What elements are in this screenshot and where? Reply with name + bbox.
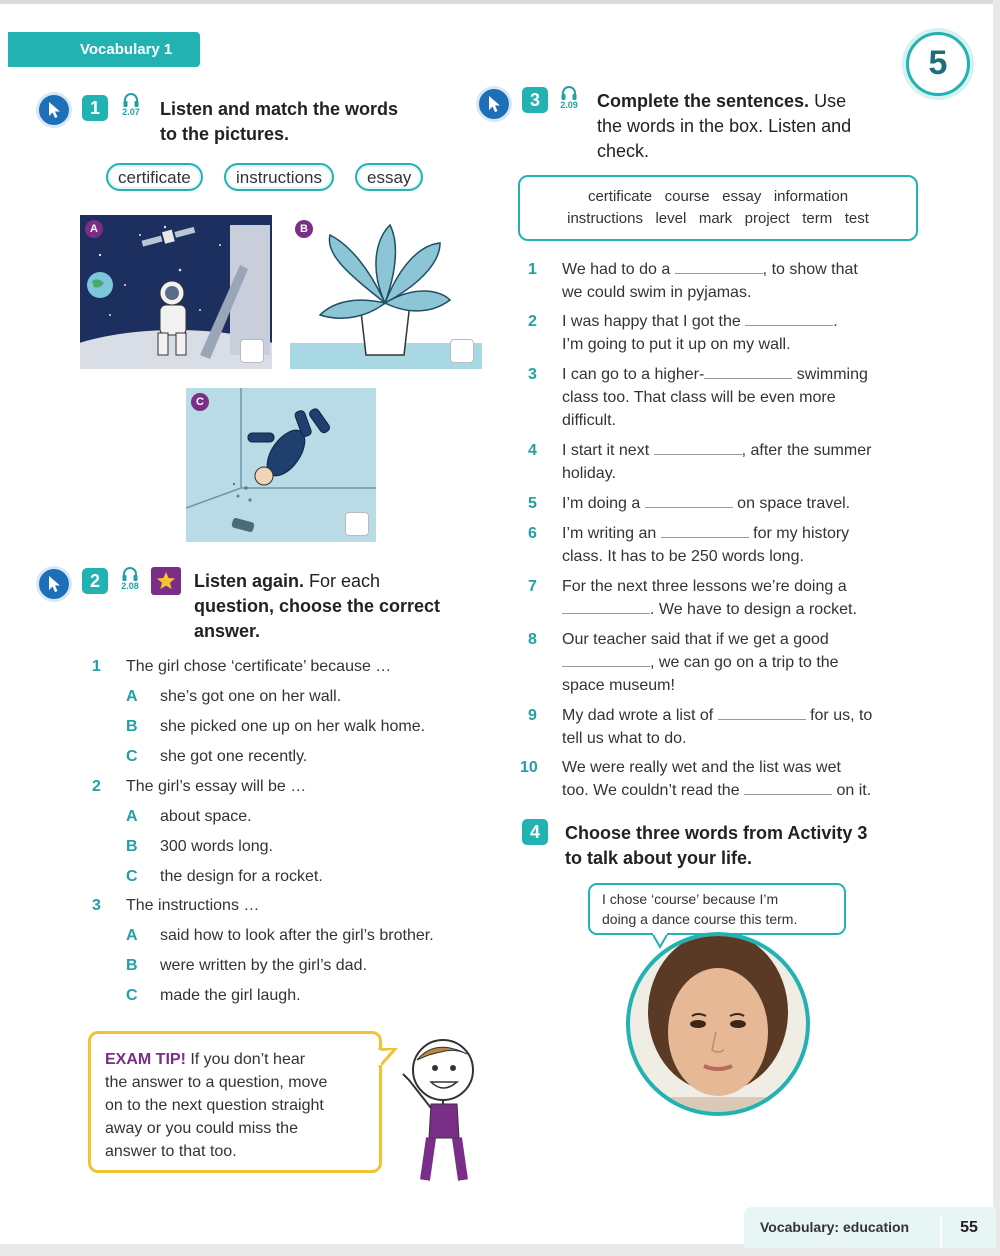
sentence-number: 9 <box>528 707 537 724</box>
speech-line2: doing a dance course this term. <box>602 911 798 927</box>
sentence-text: on it. <box>832 782 872 799</box>
option-letter: A <box>126 688 138 705</box>
audio-track-number: 2.08 <box>121 581 139 591</box>
sentence-text: holiday. <box>562 465 616 482</box>
answer-blank[interactable] <box>744 779 832 795</box>
option-text: about space. <box>160 808 252 825</box>
speech-bubble <box>588 883 846 935</box>
activity-2-heading <box>194 569 440 644</box>
option-letter: A <box>126 927 138 944</box>
question-number: 2 <box>92 778 101 795</box>
headphones-icon <box>560 85 578 101</box>
activity-3-heading-rest: Use <box>809 91 847 111</box>
option-text: 300 words long. <box>160 838 273 855</box>
sentence-text: on space travel. <box>732 495 851 512</box>
sentence-number: 2 <box>528 313 537 330</box>
exam-tip-line1: If you don’t hear <box>185 1051 306 1068</box>
sentence-text: I’m writing an <box>562 525 661 542</box>
sentence-text: My dad wrote a list of <box>562 707 718 724</box>
sentence-text: too. We couldn’t read the <box>562 782 745 799</box>
sentence-text: We were really wet and the list was wet <box>562 759 841 776</box>
exam-tip-line3: on to the next question straight <box>105 1097 324 1114</box>
cursor-icon <box>46 101 62 119</box>
sentence-number: 4 <box>528 442 537 459</box>
answer-blank[interactable] <box>661 522 749 538</box>
page-number: 55 <box>940 1217 996 1248</box>
exam-tip-line5: answer to that too. <box>105 1143 237 1160</box>
sentence-text: I was happy that I got the <box>562 313 746 330</box>
sentence-text: I start it next <box>562 442 654 459</box>
activity-1-interactive-button[interactable] <box>36 92 72 128</box>
answer-blank[interactable] <box>704 363 792 379</box>
sentence-text: , after the summer <box>741 442 872 459</box>
option-letter: C <box>126 868 138 885</box>
activity-3-heading-line3: check. <box>597 141 650 161</box>
activity-3-heading <box>597 89 851 164</box>
word-box-line1: certificate course essay information <box>587 188 849 205</box>
answer-blank[interactable] <box>745 310 833 326</box>
cursor-icon <box>46 575 62 593</box>
question-text: The instructions … <box>126 897 260 914</box>
picture-a-letter: A <box>85 220 103 238</box>
exam-tip-line4: away or you could miss the <box>105 1120 298 1137</box>
sentence-text: Our teacher said that if we get a good <box>562 631 829 648</box>
word-box-line2: instructions level mark project term test <box>567 210 869 227</box>
activity-2-interactive-button[interactable] <box>36 566 72 602</box>
sentence-text: . We have to design a rocket. <box>650 601 857 618</box>
sentence-number: 6 <box>528 525 537 542</box>
question-text: The girl chose ‘certificate’ because … <box>126 658 392 675</box>
headphones-icon <box>122 92 140 108</box>
picture-a-astronaut <box>80 215 272 369</box>
sentence-text: space museum! <box>562 677 675 694</box>
cursor-icon <box>486 95 502 113</box>
question-number: 3 <box>92 897 101 914</box>
sentence-text: . <box>833 313 838 330</box>
sentence-number: 5 <box>528 495 537 512</box>
activity-3-heading-bold: Complete the sentences. <box>597 91 810 111</box>
option-text: the design for a rocket. <box>160 868 323 885</box>
activity-3-number: 3 <box>522 87 548 113</box>
picture-c-letter: C <box>191 393 209 411</box>
picture-c-underwater <box>186 388 376 542</box>
activity-3-interactive-button[interactable] <box>476 86 512 122</box>
answer-blank[interactable] <box>562 651 650 667</box>
word-box <box>518 175 918 241</box>
activity-3-audio[interactable] <box>556 85 582 115</box>
sentence-text: for my history <box>748 525 850 542</box>
sentence-text: we could swim in pyjamas. <box>562 284 752 301</box>
activity-3-heading-line2: the words in the box. Listen and <box>597 116 852 136</box>
footer-section-label: Vocabulary: education <box>760 1219 910 1235</box>
option-text: made the girl laugh. <box>160 987 301 1004</box>
stick-figure-illustration <box>395 1034 490 1184</box>
sentence-text: swimming <box>792 366 868 383</box>
exam-task-badge <box>151 567 181 595</box>
activity-2-number: 2 <box>82 568 108 594</box>
answer-blank[interactable] <box>645 492 733 508</box>
activity-2-heading-rest: For each <box>304 571 381 591</box>
activity-3-sentences <box>520 258 928 803</box>
headphones-icon <box>121 566 139 582</box>
activity-4-heading <box>565 821 867 871</box>
picture-c-answer-box[interactable] <box>345 512 369 536</box>
audio-track-number: 2.09 <box>560 100 578 110</box>
option-text: said how to look after the girl’s brother. <box>160 927 434 944</box>
activity-4-number: 4 <box>522 819 548 845</box>
question-number: 1 <box>92 658 101 675</box>
option-text: she’s got one on her wall. <box>160 688 342 705</box>
option-letter: B <box>126 838 138 855</box>
option-letter: B <box>126 718 138 735</box>
sentence-text: , to show that <box>762 261 858 278</box>
sentence-text: tell us what to do. <box>562 730 687 747</box>
sentence-number: 8 <box>528 631 537 648</box>
option-letter: C <box>126 987 138 1004</box>
picture-b-plant <box>290 215 482 369</box>
sentence-text: , we can go on a trip to the <box>650 654 839 671</box>
option-text: were written by the girl’s dad. <box>160 957 367 974</box>
sentence-number: 1 <box>528 261 537 278</box>
girl-portrait-photo <box>620 932 816 1118</box>
activity-1-audio[interactable] <box>118 92 144 122</box>
answer-blank[interactable] <box>675 258 763 274</box>
sentence-text: I’m doing a <box>562 495 645 512</box>
sentence-text: I can go to a higher- <box>562 366 705 383</box>
exam-tip-box <box>88 1031 382 1173</box>
sentence-text: We had to do a <box>562 261 675 278</box>
answer-blank[interactable] <box>562 598 650 614</box>
word-option-certificate[interactable]: certificate <box>106 163 203 191</box>
activity-1-heading <box>160 97 398 147</box>
sentence-number: 7 <box>528 578 537 595</box>
sentence-number: 10 <box>520 759 538 776</box>
option-letter: C <box>126 748 138 765</box>
picture-b-answer-box[interactable] <box>450 339 474 363</box>
activity-4-heading-line1: Choose three words from Activity 3 <box>565 823 868 843</box>
page-footer <box>744 1207 996 1248</box>
speech-line1: I chose ‘course’ because I’m <box>602 891 779 907</box>
word-option-instructions[interactable]: instructions <box>224 163 334 191</box>
activity-2-questions <box>92 655 492 1015</box>
question-text: The girl’s essay will be … <box>126 778 307 795</box>
option-letter: B <box>126 957 138 974</box>
activity-1-heading-line1: Listen and match the words <box>160 99 399 119</box>
activity-2-heading-bold: Listen again. <box>194 571 305 591</box>
sentence-text: for us, to <box>805 707 873 724</box>
answer-blank[interactable] <box>718 704 806 720</box>
option-letter: A <box>126 808 138 825</box>
activity-2-audio[interactable] <box>117 566 143 596</box>
exam-tip-label: EXAM TIP! <box>105 1051 186 1068</box>
activity-2-heading-line3: answer. <box>194 621 261 641</box>
activity-4-heading-line2: to talk about your life. <box>565 848 753 868</box>
unit-number-badge: 5 <box>906 32 970 96</box>
activity-1-number: 1 <box>82 95 108 121</box>
word-option-essay[interactable]: essay <box>355 163 423 191</box>
exam-tip-line2: the answer to a question, move <box>105 1074 328 1091</box>
picture-a-answer-box[interactable] <box>240 339 264 363</box>
answer-blank[interactable] <box>654 439 742 455</box>
audio-track-number: 2.07 <box>122 107 140 117</box>
option-text: she got one recently. <box>160 748 308 765</box>
picture-b-letter: B <box>295 220 313 238</box>
sentence-text: difficult. <box>562 412 616 429</box>
sentence-text: class too. That class will be even more <box>562 389 836 406</box>
sentence-text: I’m going to put it up on my wall. <box>562 336 791 353</box>
unit-tag: Vocabulary 1 <box>8 32 200 67</box>
sentence-text: For the next three lessons we’re doing a <box>562 578 847 595</box>
sentence-number: 3 <box>528 366 537 383</box>
sentence-text: class. It has to be 250 words long. <box>562 548 804 565</box>
activity-1-heading-line2: to the pictures. <box>160 124 290 144</box>
option-text: she picked one up on her walk home. <box>160 718 426 735</box>
activity-2-heading-line2: question, choose the correct <box>194 596 441 616</box>
star-icon <box>156 571 176 591</box>
